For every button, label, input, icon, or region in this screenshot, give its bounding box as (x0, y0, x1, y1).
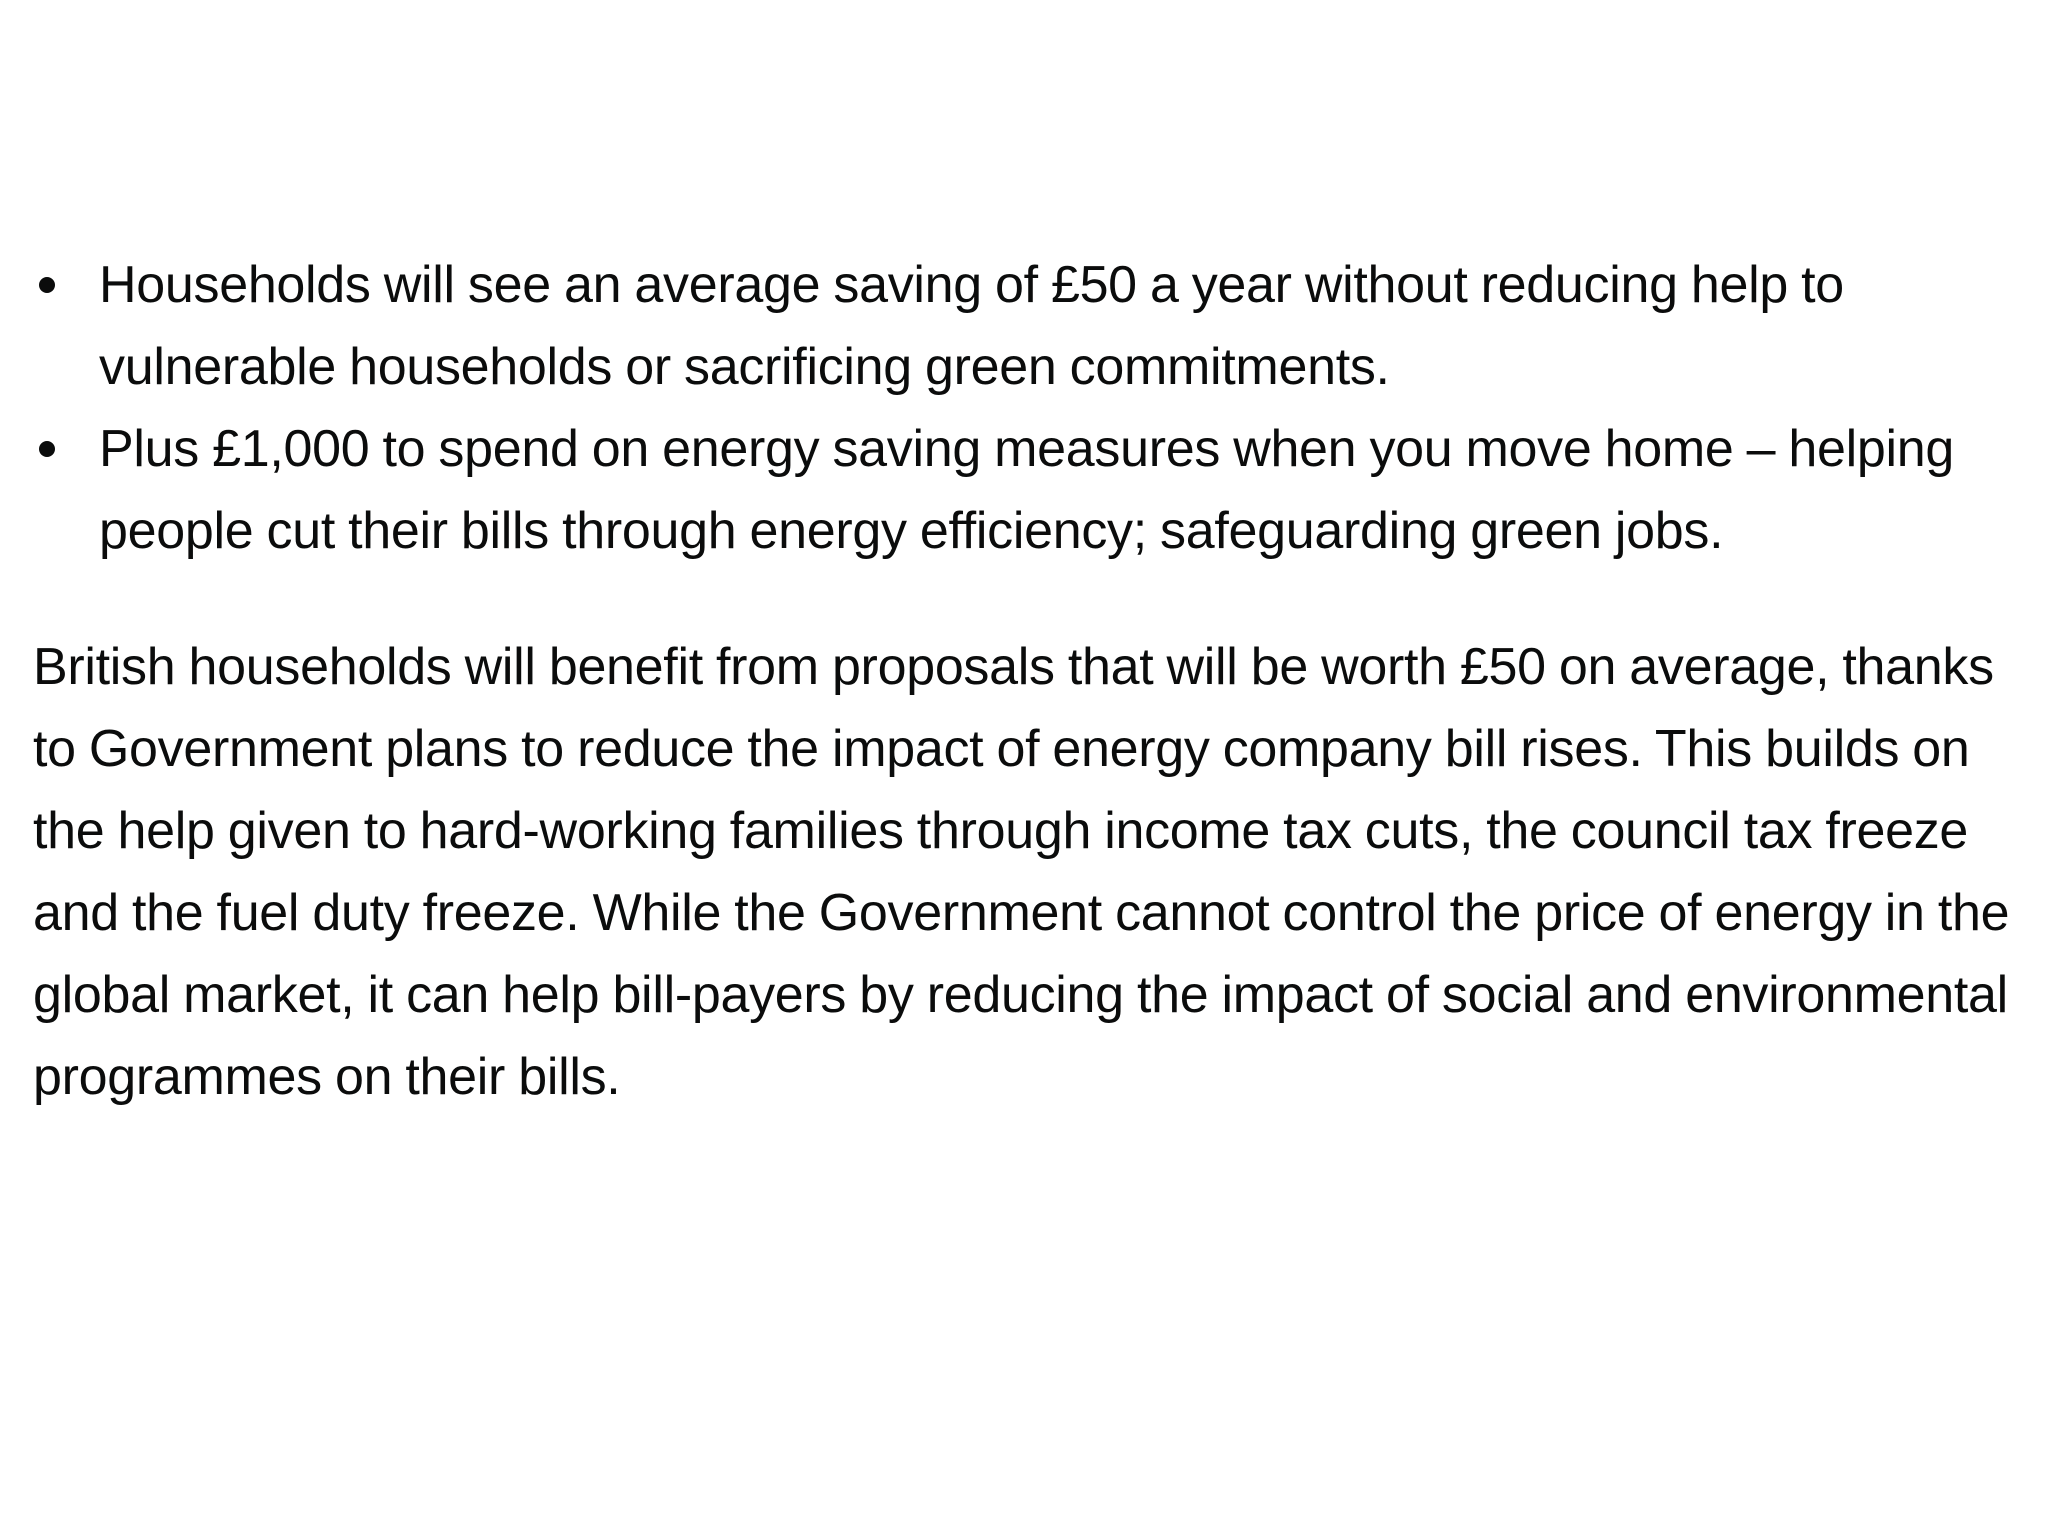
body-paragraph: British households will benefit from proposals that will be worth £50 on average, thanks to Government plans to reduce the impact of energy company bill rises. This builds on the help given to hard-working families through income tax cuts, the council tax freeze and the fuel duty freeze. While the Government cannot control the price of energy in the global market, it can help bill-payers by reducing the impact of social and environmental programmes on their bills. (33, 638, 2010, 1106)
article-content (33, 244, 2023, 1118)
bullet-dot-icon (39, 441, 55, 457)
bullet-text: Households will see an average saving of £50 a year without reducing help to vulnerable households or sacrificing green commitments. (99, 256, 1844, 396)
bullet-item (33, 244, 2023, 408)
bullet-dot-icon (39, 277, 55, 293)
bullet-text: Plus £1,000 to spend on energy saving measures when you move home – helping people cut their bills through energy efficiency; safeguarding green jobs. (99, 420, 1955, 560)
bullet-item (33, 408, 2023, 572)
bullet-list (33, 244, 2023, 572)
